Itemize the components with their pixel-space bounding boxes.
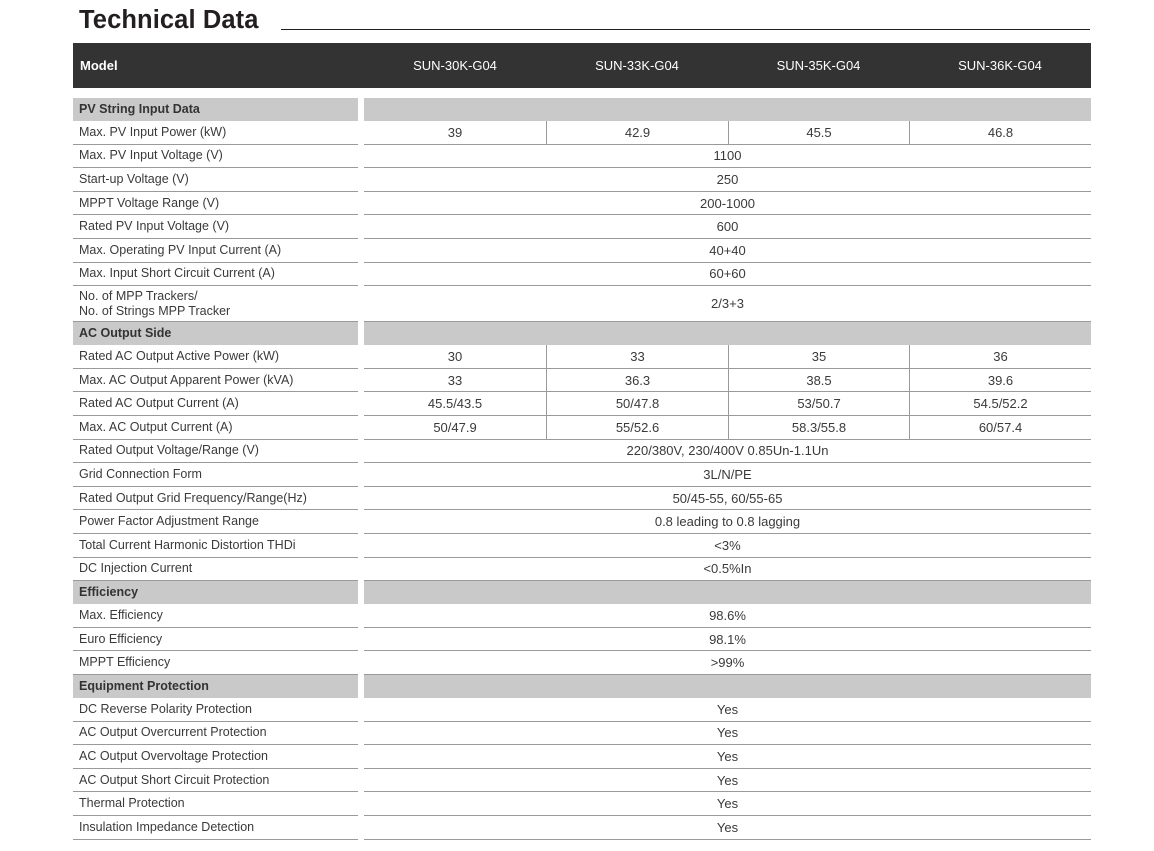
section-header-row	[73, 98, 1091, 121]
row-label: Start-up Voltage (V)	[73, 168, 358, 192]
cell-value: 60/57.4	[909, 416, 1091, 440]
row-label: Rated Output Voltage/Range (V)	[73, 440, 358, 464]
row-label: Max. AC Output Current (A)	[73, 416, 358, 440]
cell-value: 38.5	[728, 369, 909, 393]
cell-value: 36	[909, 345, 1091, 369]
table-row	[73, 463, 1091, 487]
cell-value: Yes	[364, 792, 1091, 816]
cell-value: 39	[364, 121, 546, 145]
cell-value: Yes	[364, 698, 1091, 722]
row-label: DC Reverse Polarity Protection	[73, 698, 358, 722]
table-row	[73, 722, 1091, 746]
section-bar	[364, 581, 1091, 604]
title-block	[79, 2, 1090, 38]
cell-value: 35	[728, 345, 909, 369]
table-row	[73, 215, 1091, 239]
row-label: Thermal Protection	[73, 792, 358, 816]
table-row	[73, 745, 1091, 769]
table-row	[73, 168, 1091, 192]
table-row	[73, 698, 1091, 722]
table-row	[73, 510, 1091, 534]
cell-value: Yes	[364, 769, 1091, 793]
cell-value: 54.5/52.2	[909, 392, 1091, 416]
section-bar	[364, 675, 1091, 698]
table-row	[73, 369, 1091, 393]
section-title: PV String Input Data	[73, 98, 358, 121]
table-row	[73, 345, 1091, 369]
row-label: No. of MPP Trackers/ No. of Strings MPP Tracker	[73, 286, 358, 322]
row-label: Max. Input Short Circuit Current (A)	[73, 263, 358, 287]
row-label: MPPT Voltage Range (V)	[73, 192, 358, 216]
cell-value: 60+60	[364, 263, 1091, 287]
cell-value: 46.8	[909, 121, 1091, 145]
cell-value: 33	[546, 345, 728, 369]
row-label: Power Factor Adjustment Range	[73, 510, 358, 534]
table-header-row	[73, 43, 1091, 88]
cell-value: 2/3+3	[364, 286, 1091, 322]
row-label: AC Output Overvoltage Protection	[73, 745, 358, 769]
cell-value: 39.6	[909, 369, 1091, 393]
row-label: Grid Connection Form	[73, 463, 358, 487]
table-row	[73, 558, 1091, 582]
table-row	[73, 792, 1091, 816]
row-label: AC Output Short Circuit Protection	[73, 769, 358, 793]
row-label: Max. PV Input Voltage (V)	[73, 145, 358, 169]
table-row	[73, 651, 1091, 675]
cell-value: 40+40	[364, 239, 1091, 263]
row-label: Rated AC Output Active Power (kW)	[73, 345, 358, 369]
row-label: Max. Efficiency	[73, 604, 358, 628]
cell-value: 42.9	[546, 121, 728, 145]
cell-value: 58.3/55.8	[728, 416, 909, 440]
cell-value: 50/45-55, 60/55-65	[364, 487, 1091, 511]
cell-value: 98.1%	[364, 628, 1091, 652]
table-row	[73, 145, 1091, 169]
page-title: Technical Data	[79, 6, 259, 34]
cell-value: 45.5/43.5	[364, 392, 546, 416]
cell-value: 36.3	[546, 369, 728, 393]
table-row	[73, 121, 1091, 145]
header-model-4: SUN-36K-G04	[958, 58, 1042, 73]
row-label: Total Current Harmonic Distortion THDi	[73, 534, 358, 558]
section-bar	[364, 322, 1091, 345]
row-label: Rated Output Grid Frequency/Range(Hz)	[73, 487, 358, 511]
row-label: Max. AC Output Apparent Power (kVA)	[73, 369, 358, 393]
row-label: Rated AC Output Current (A)	[73, 392, 358, 416]
header-model-2: SUN-33K-G04	[595, 58, 679, 73]
section-title: AC Output Side	[73, 322, 358, 345]
table-row	[73, 628, 1091, 652]
cell-value: 250	[364, 168, 1091, 192]
section-header-row	[73, 675, 1091, 698]
row-label: DC Injection Current	[73, 558, 358, 582]
cell-value: 200-1000	[364, 192, 1091, 216]
table-row	[73, 440, 1091, 464]
section-header-row	[73, 581, 1091, 604]
row-label: AC Output Overcurrent Protection	[73, 722, 358, 746]
table-row	[73, 769, 1091, 793]
cell-value: 33	[364, 369, 546, 393]
cell-value: 50/47.8	[546, 392, 728, 416]
row-label: MPPT Efficiency	[73, 651, 358, 675]
table-row	[73, 604, 1091, 628]
cell-value: 50/47.9	[364, 416, 546, 440]
cell-value: 1100	[364, 145, 1091, 169]
header-model-1: SUN-30K-G04	[413, 58, 497, 73]
cell-value: 98.6%	[364, 604, 1091, 628]
section-header-row	[73, 322, 1091, 345]
section-bar	[364, 98, 1091, 121]
section-title: Equipment Protection	[73, 675, 358, 698]
cell-value: Yes	[364, 745, 1091, 769]
table-row	[73, 192, 1091, 216]
cell-value: 55/52.6	[546, 416, 728, 440]
cell-value: Yes	[364, 816, 1091, 840]
row-label: Max. PV Input Power (kW)	[73, 121, 358, 145]
cell-value: 45.5	[728, 121, 909, 145]
table-row	[73, 416, 1091, 440]
cell-value: 3L/N/PE	[364, 463, 1091, 487]
table-row	[73, 816, 1091, 840]
table-row	[73, 392, 1091, 416]
table-row	[73, 239, 1091, 263]
cell-value: <0.5%In	[364, 558, 1091, 582]
row-label: Insulation Impedance Detection	[73, 816, 358, 840]
table-row	[73, 487, 1091, 511]
row-label: Rated PV Input Voltage (V)	[73, 215, 358, 239]
table-row	[73, 263, 1091, 287]
cell-value: <3%	[364, 534, 1091, 558]
cell-value: 53/50.7	[728, 392, 909, 416]
title-underline	[281, 29, 1090, 30]
cell-value: 0.8 leading to 0.8 lagging	[364, 510, 1091, 534]
cell-value: 220/380V, 230/400V 0.85Un-1.1Un	[364, 440, 1091, 464]
cell-value: 600	[364, 215, 1091, 239]
cell-value: >99%	[364, 651, 1091, 675]
row-label: Euro Efficiency	[73, 628, 358, 652]
row-label: Max. Operating PV Input Current (A)	[73, 239, 358, 263]
cell-value: Yes	[364, 722, 1091, 746]
table-row	[73, 534, 1091, 558]
header-model-3: SUN-35K-G04	[776, 58, 861, 73]
cell-value: 30	[364, 345, 546, 369]
header-model-label: Model	[80, 58, 118, 73]
table-row	[73, 286, 1091, 322]
section-title: Efficiency	[73, 581, 358, 604]
